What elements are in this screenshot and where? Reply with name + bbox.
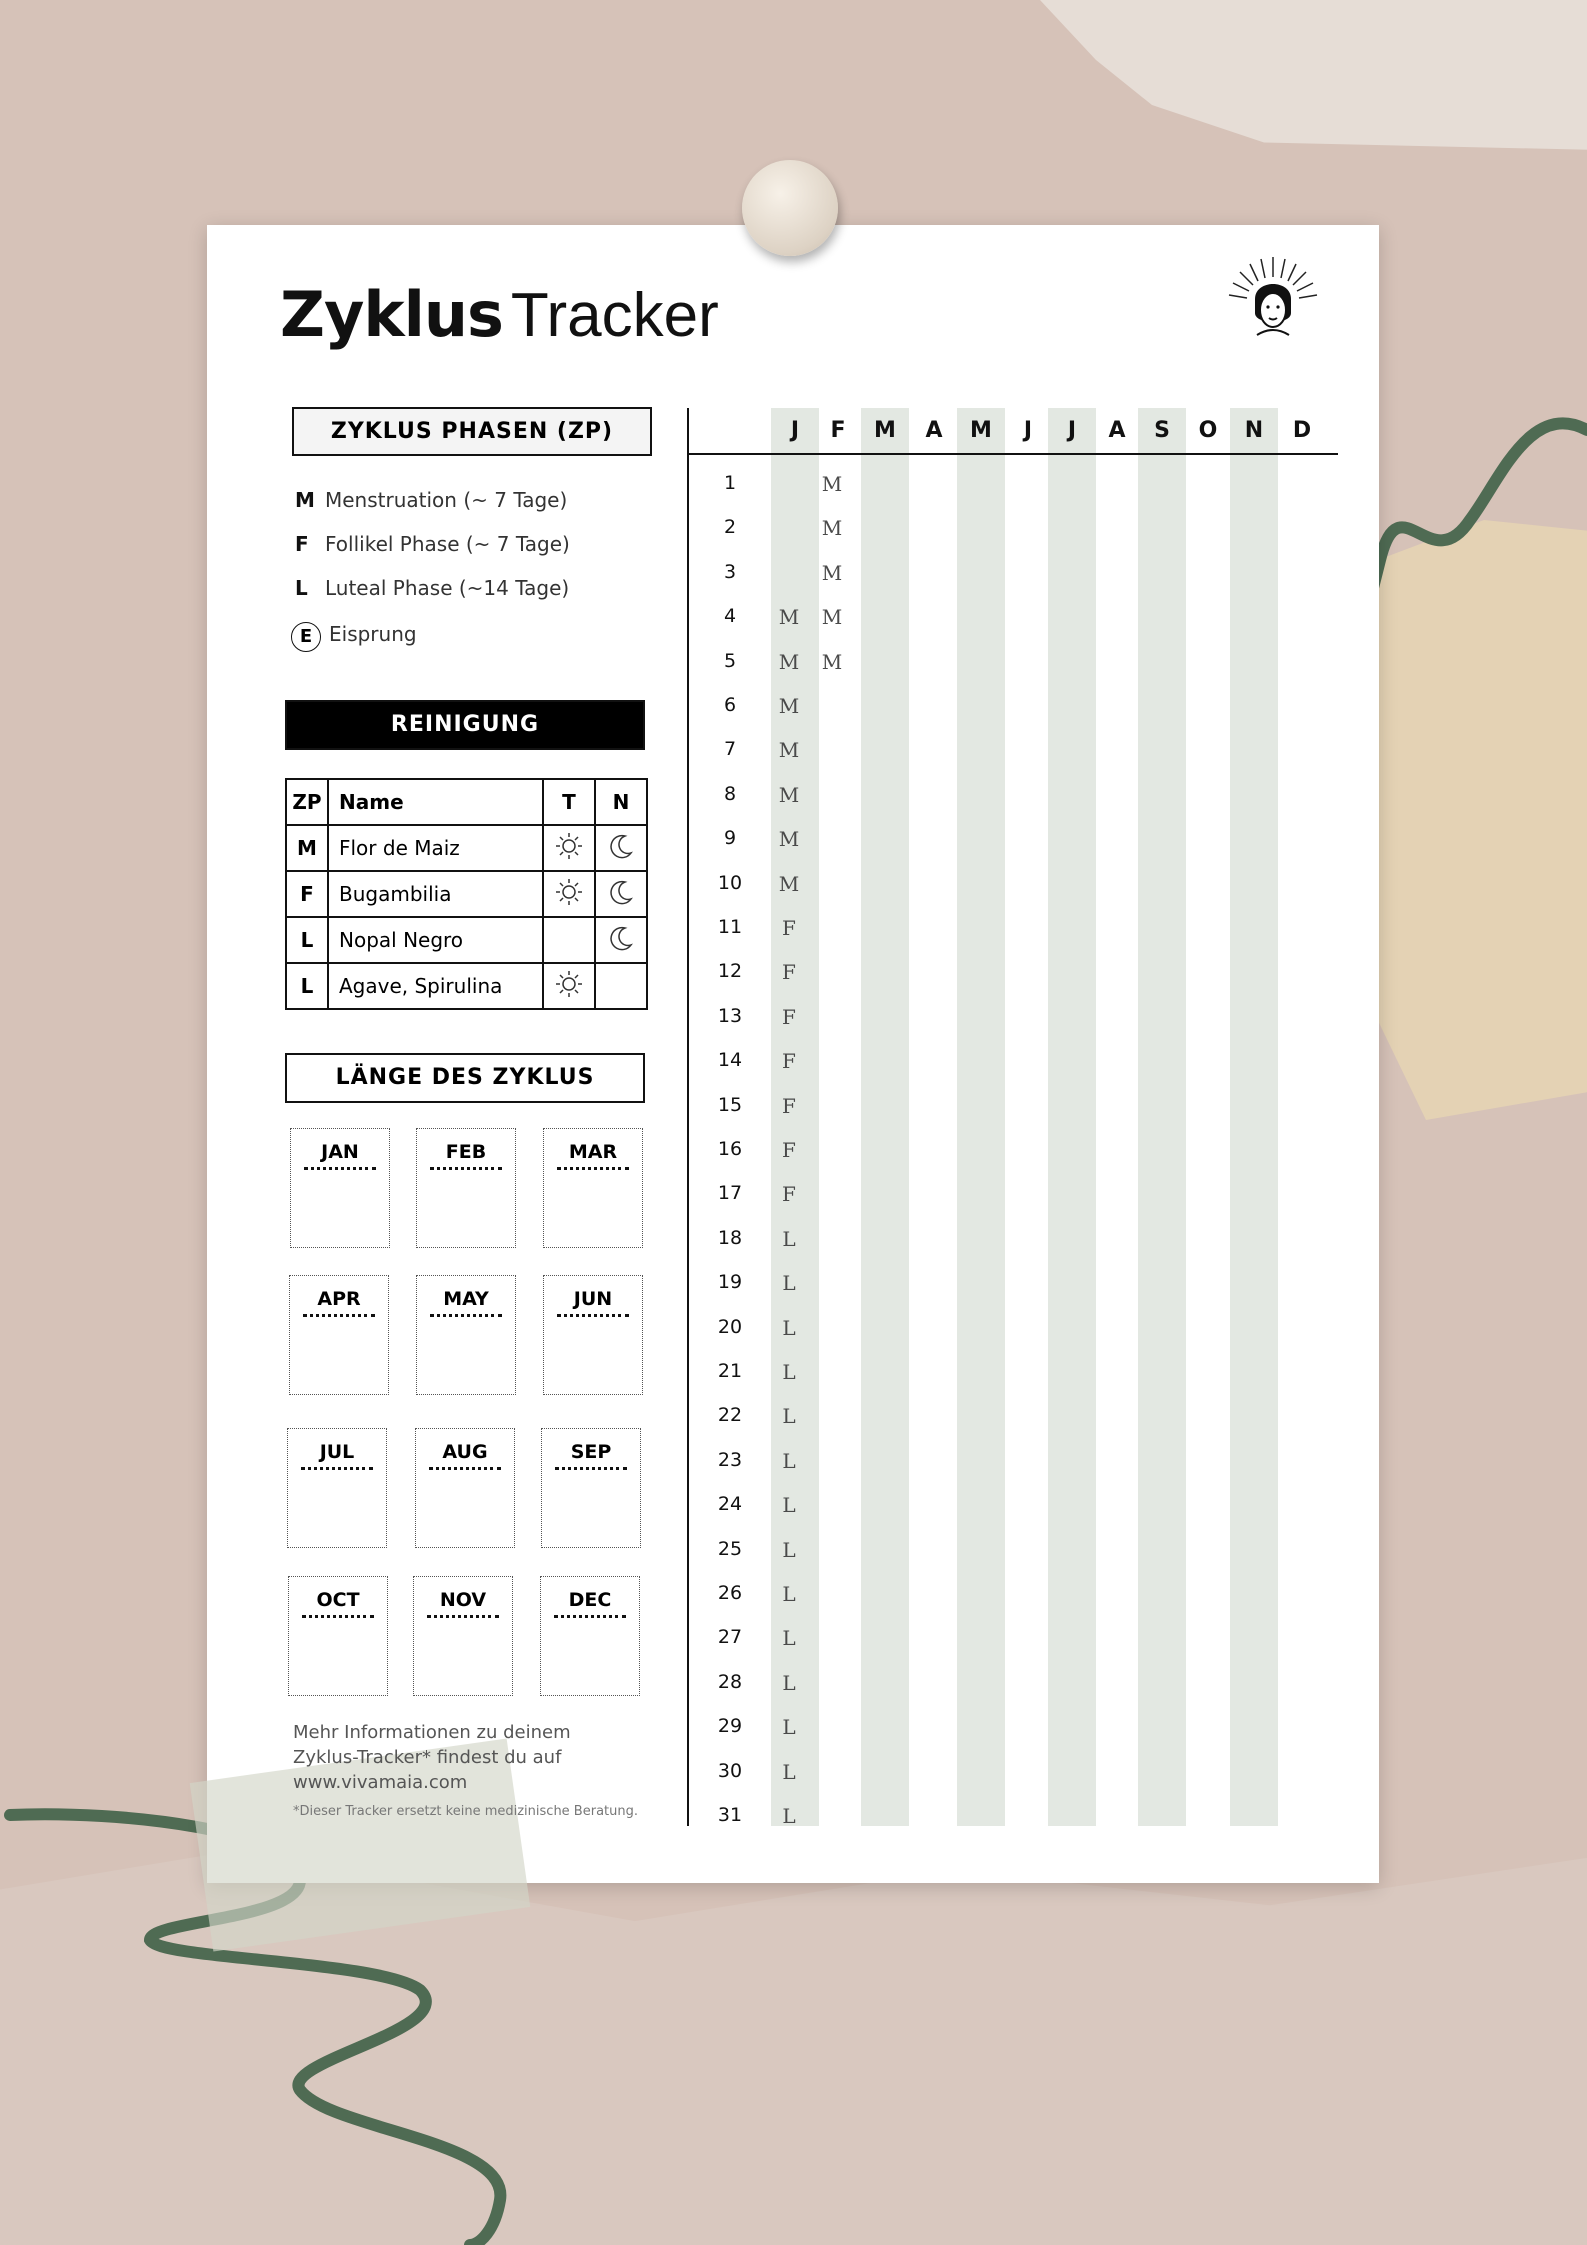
month-box[interactable] [287,1428,387,1548]
day-number: 12 [717,960,743,983]
month-column-header: J [790,418,800,443]
dotted-line [430,1167,502,1170]
day-number: 4 [723,605,737,628]
month-label: DEC [568,1589,612,1611]
dotted-line [557,1167,629,1170]
phase-mark: L [782,1493,796,1518]
day-number: 8 [723,782,737,805]
dotted-line [303,1314,375,1317]
phase-mark: M [778,738,800,763]
sun-icon [543,963,595,1009]
month-label: AUG [442,1441,488,1463]
phase-mark: F [782,1138,796,1162]
month-column-shade [861,408,909,1826]
day-number: 1 [723,472,737,494]
phase-item [295,576,569,600]
day-number: 9 [723,827,737,850]
phase-mark: M [821,516,843,541]
day-number: 23 [717,1448,743,1471]
column-header: N [595,779,647,825]
woman-face-sun-logo [1225,255,1321,351]
month-column-header: A [1108,418,1126,443]
dotted-line [554,1615,626,1618]
background-torn-paper [1040,0,1587,150]
sun-icon [543,871,595,917]
title-light: Tracker [510,281,719,350]
month-column-shade [1230,408,1278,1826]
day-number: 10 [717,871,743,894]
phase-mark: F [782,960,796,985]
day-number: 6 [723,694,737,716]
day-number: 16 [717,1138,743,1160]
month-box[interactable] [543,1128,643,1248]
phase-mark: L [782,1582,796,1606]
phase-mark: F [782,1182,796,1207]
phase-item [295,532,570,556]
month-label: NOV [439,1589,487,1611]
zp-cell: M [286,825,328,871]
phase-mark: M [778,649,800,674]
month-box[interactable] [290,1128,390,1248]
day-number: 21 [717,1360,743,1382]
dotted-line [429,1467,501,1470]
moon-icon [595,871,647,917]
sun-icon [543,825,595,871]
month-column-header: S [1154,418,1170,443]
phase-mark: L [782,1670,796,1695]
column-header: T [543,779,595,825]
month-column-shade [1138,408,1186,1826]
phase-mark: L [782,1448,796,1473]
moon-icon [595,917,647,963]
dotted-line [555,1467,627,1470]
page-title [280,278,719,351]
month-box[interactable] [415,1428,515,1548]
phase-mark: L [782,1759,796,1784]
month-label: MAY [443,1288,489,1310]
dotted-line [302,1615,374,1618]
month-column-header: O [1198,418,1218,443]
phase-mark: L [782,1226,796,1251]
phase-mark: M [778,605,800,630]
phase-mark: M [778,871,800,896]
phase-mark: M [821,605,843,630]
phase-mark: L [782,1404,796,1429]
zp-cell: F [286,871,328,917]
grid-header-rule [688,453,1338,455]
dotted-line [557,1314,629,1317]
moon-icon [595,825,647,871]
day-number: 24 [717,1493,743,1516]
name-cell: Bugambilia [328,871,543,917]
day-number: 26 [717,1582,743,1604]
month-box[interactable] [540,1576,640,1696]
ovulation-code: E [291,622,321,652]
day-number: 31 [717,1804,743,1826]
title-bold: Zyklus [280,278,503,351]
day-number: 3 [723,560,737,583]
month-column-header: J [1023,418,1033,443]
phase-label: Luteal Phase (~14 Tage) [325,576,570,600]
name-cell: Flor de Maiz [328,825,543,871]
table-row [286,963,647,1009]
name-cell: Agave, Spirulina [328,963,543,1009]
name-cell: Nopal Negro [328,917,543,963]
disclaimer-text: *Dieser Tracker ersetzt keine medizinische Beratung. [293,1804,638,1819]
dotted-line [430,1314,502,1317]
info-text: Mehr Informationen zu deinem Zyklus-Tracker* findest du auf www.vivamaia.com [293,1722,571,1793]
day-number: 19 [717,1271,743,1294]
empty-cell [595,963,647,1009]
day-number: 17 [717,1182,743,1205]
phase-mark: L [782,1804,796,1828]
table-row [286,917,647,963]
month-box[interactable] [416,1275,516,1395]
day-number: 27 [717,1626,743,1649]
phase-mark: M [778,782,800,807]
phase-mark: M [778,694,800,718]
zp-cell: L [286,917,328,963]
column-header: ZP [286,779,328,825]
phase-label: Follikel Phase (~ 7 Tage) [325,532,570,556]
zp-cell: L [286,963,328,1009]
table-row [286,871,647,917]
day-number: 15 [717,1093,743,1116]
dotted-line [427,1615,499,1618]
day-number: 7 [723,738,737,761]
month-label: JUL [319,1441,355,1463]
month-column-header: N [1244,418,1264,443]
day-number: 30 [717,1759,743,1782]
column-header: Name [328,779,543,825]
month-label: OCT [316,1589,360,1611]
day-number: 20 [717,1315,743,1338]
phase-mark: F [782,1049,796,1074]
month-box[interactable] [541,1428,641,1548]
month-label: FEB [445,1141,487,1163]
table-row [286,825,647,871]
phase-item [295,488,567,512]
phase-code: M [295,488,315,512]
month-box[interactable] [289,1275,389,1395]
day-number: 25 [717,1537,743,1560]
month-column-shade [1048,408,1096,1826]
phase-mark: L [782,1715,796,1740]
month-column-header: M [970,418,992,443]
month-column-header: F [830,418,846,443]
day-number: 18 [717,1226,743,1249]
phase-mark: M [778,827,800,852]
phase-mark: F [782,1093,796,1118]
day-number: 29 [717,1715,743,1738]
month-column-header: D [1292,418,1312,443]
phase-mark: L [782,1315,796,1340]
month-column-header: A [925,418,943,443]
phase-mark: L [782,1360,796,1384]
day-number: 28 [717,1670,743,1693]
reinigung-heading: REINIGUNG [285,700,645,750]
month-column-shade [957,408,1005,1826]
month-label: MAR [568,1141,618,1163]
phase-code: L [295,576,308,600]
empty-cell [543,917,595,963]
laenge-heading: LÄNGE DES ZYKLUS [285,1053,645,1103]
phase-code: F [295,532,309,556]
phase-mark: M [821,472,843,496]
day-number: 14 [717,1049,743,1072]
month-label: SEP [570,1441,612,1463]
phase-mark: F [782,916,796,940]
pushpin [742,160,838,256]
table-header-row [286,779,647,825]
day-number: 2 [723,516,737,539]
phases-heading: ZYKLUS PHASEN (ZP) [292,407,652,456]
phase-mark: L [782,1537,796,1562]
phase-mark: L [782,1626,796,1651]
phase-label: Menstruation (~ 7 Tage) [325,488,568,512]
reinigung-table [285,778,648,1010]
phase-mark: M [821,560,843,585]
month-label: JAN [321,1141,359,1163]
phase-mark: M [821,649,843,674]
dotted-line [304,1167,376,1170]
phase-label: Eisprung [329,622,417,646]
day-number: 13 [717,1004,743,1027]
month-column-header: M [874,418,896,443]
day-number: 11 [717,916,743,938]
phase-mark: L [782,1271,796,1296]
day-number: 5 [723,649,737,672]
month-label: APR [317,1288,361,1310]
month-label: JUN [573,1288,613,1310]
month-box[interactable] [416,1128,516,1248]
day-number: 22 [717,1404,743,1427]
dotted-line [301,1467,373,1470]
month-box[interactable] [543,1275,643,1395]
month-box[interactable] [288,1576,388,1696]
month-box[interactable] [413,1576,513,1696]
phase-mark: F [782,1004,796,1029]
grid-vertical-rule [687,408,689,1826]
month-column-header: J [1067,418,1077,443]
